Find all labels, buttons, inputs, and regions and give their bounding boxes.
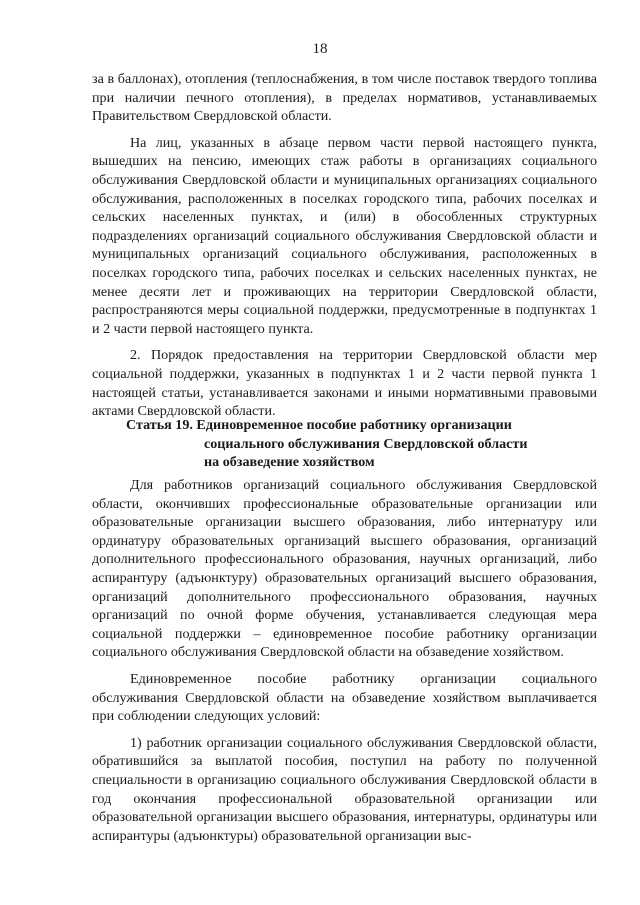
article-19-body	[92, 476, 597, 845]
article-19-heading	[126, 416, 596, 472]
section-before	[92, 70, 597, 421]
paragraph-pensioners: На лиц, указанных в абзаце первом части первой настоящего пункта, вышедших на пенсию, имеющих стаж работы в организациях социального обслуживания Свердловской области и муниципальных организациях социального обслуживания, расположенных в поселках городского типа, рабочих поселках и сельских населенных пунктах, и (или) в обособленных структурных подразделениях организаций социального обслуживания Свердловской области и муниципальных организаций социального обслуживания, расположенных в поселках городского типа, рабочих поселках и сельских населенных пунктах, не менее десяти лет и проживающих на территории Свердловской области, распространяются меры социальной поддержки, предусмотренные в подпунктах 1 и 2 части первой настоящего пункта.	[92, 134, 597, 337]
article-heading-line-3: на обзаведение хозяйством	[204, 454, 375, 471]
article-heading-line-1: Статья 19. Единовременное пособие работнику организации	[126, 417, 512, 433]
paragraph-continuation: за в баллонах), отопления (теплоснабжения, в том числе поставок твердого топлива при наличии печного отопления), в пределах нормативов, устанавливаемых Правительством Свердловской области.	[92, 71, 597, 125]
paragraph-conditions: Единовременное пособие работнику организации социального обслуживания Свердловской области на обзаведение хозяйством выплачивается при соблюдении следующих условий:	[92, 670, 597, 725]
paragraph-condition-1: 1) работник организации социального обслуживания Свердловской области, обратившийся за выплатой пособия, поступил на работу по полученной специальности в организацию социального обслуживания Свердловской области в год окончания профессиональной образовательной организации или образовательной организации высшего образования, интернатуры, ординатуры или аспирантуры (адъюнктуры) образовательной организации выс-	[92, 734, 597, 844]
article-heading-line-2: социального обслуживания Свердловской области	[204, 435, 528, 452]
paragraph-eligible-workers: Для работников организаций социального обслуживания Свердловской области, окончивших профессиональные образовательные организации или образовательные организации высшего образования, либо интернатуру или ординатуру образовательных организаций высшего образования, организаций дополнительного профессионального образования, научных организаций, либо аспирантуру (адъюнктуру) образовательных организаций высшего образования, организаций дополнительного профессионального образования, научных организаций по очной форме обучения, устанавливается следующая мера социальной поддержки – единовременное пособие работнику организации социального обслуживания Свердловской области на обзаведение хозяйством.	[92, 477, 597, 661]
page-number: 18	[312, 41, 328, 57]
paragraph-item-2: 2. Порядок предоставления на территории Свердловской области мер социальной поддержки, указанных в подпунктах 1 и 2 части первой пункта 1 настоящей статьи, устанавливается законами и иными нормативными правовыми актами Свердловской области.	[92, 347, 597, 420]
